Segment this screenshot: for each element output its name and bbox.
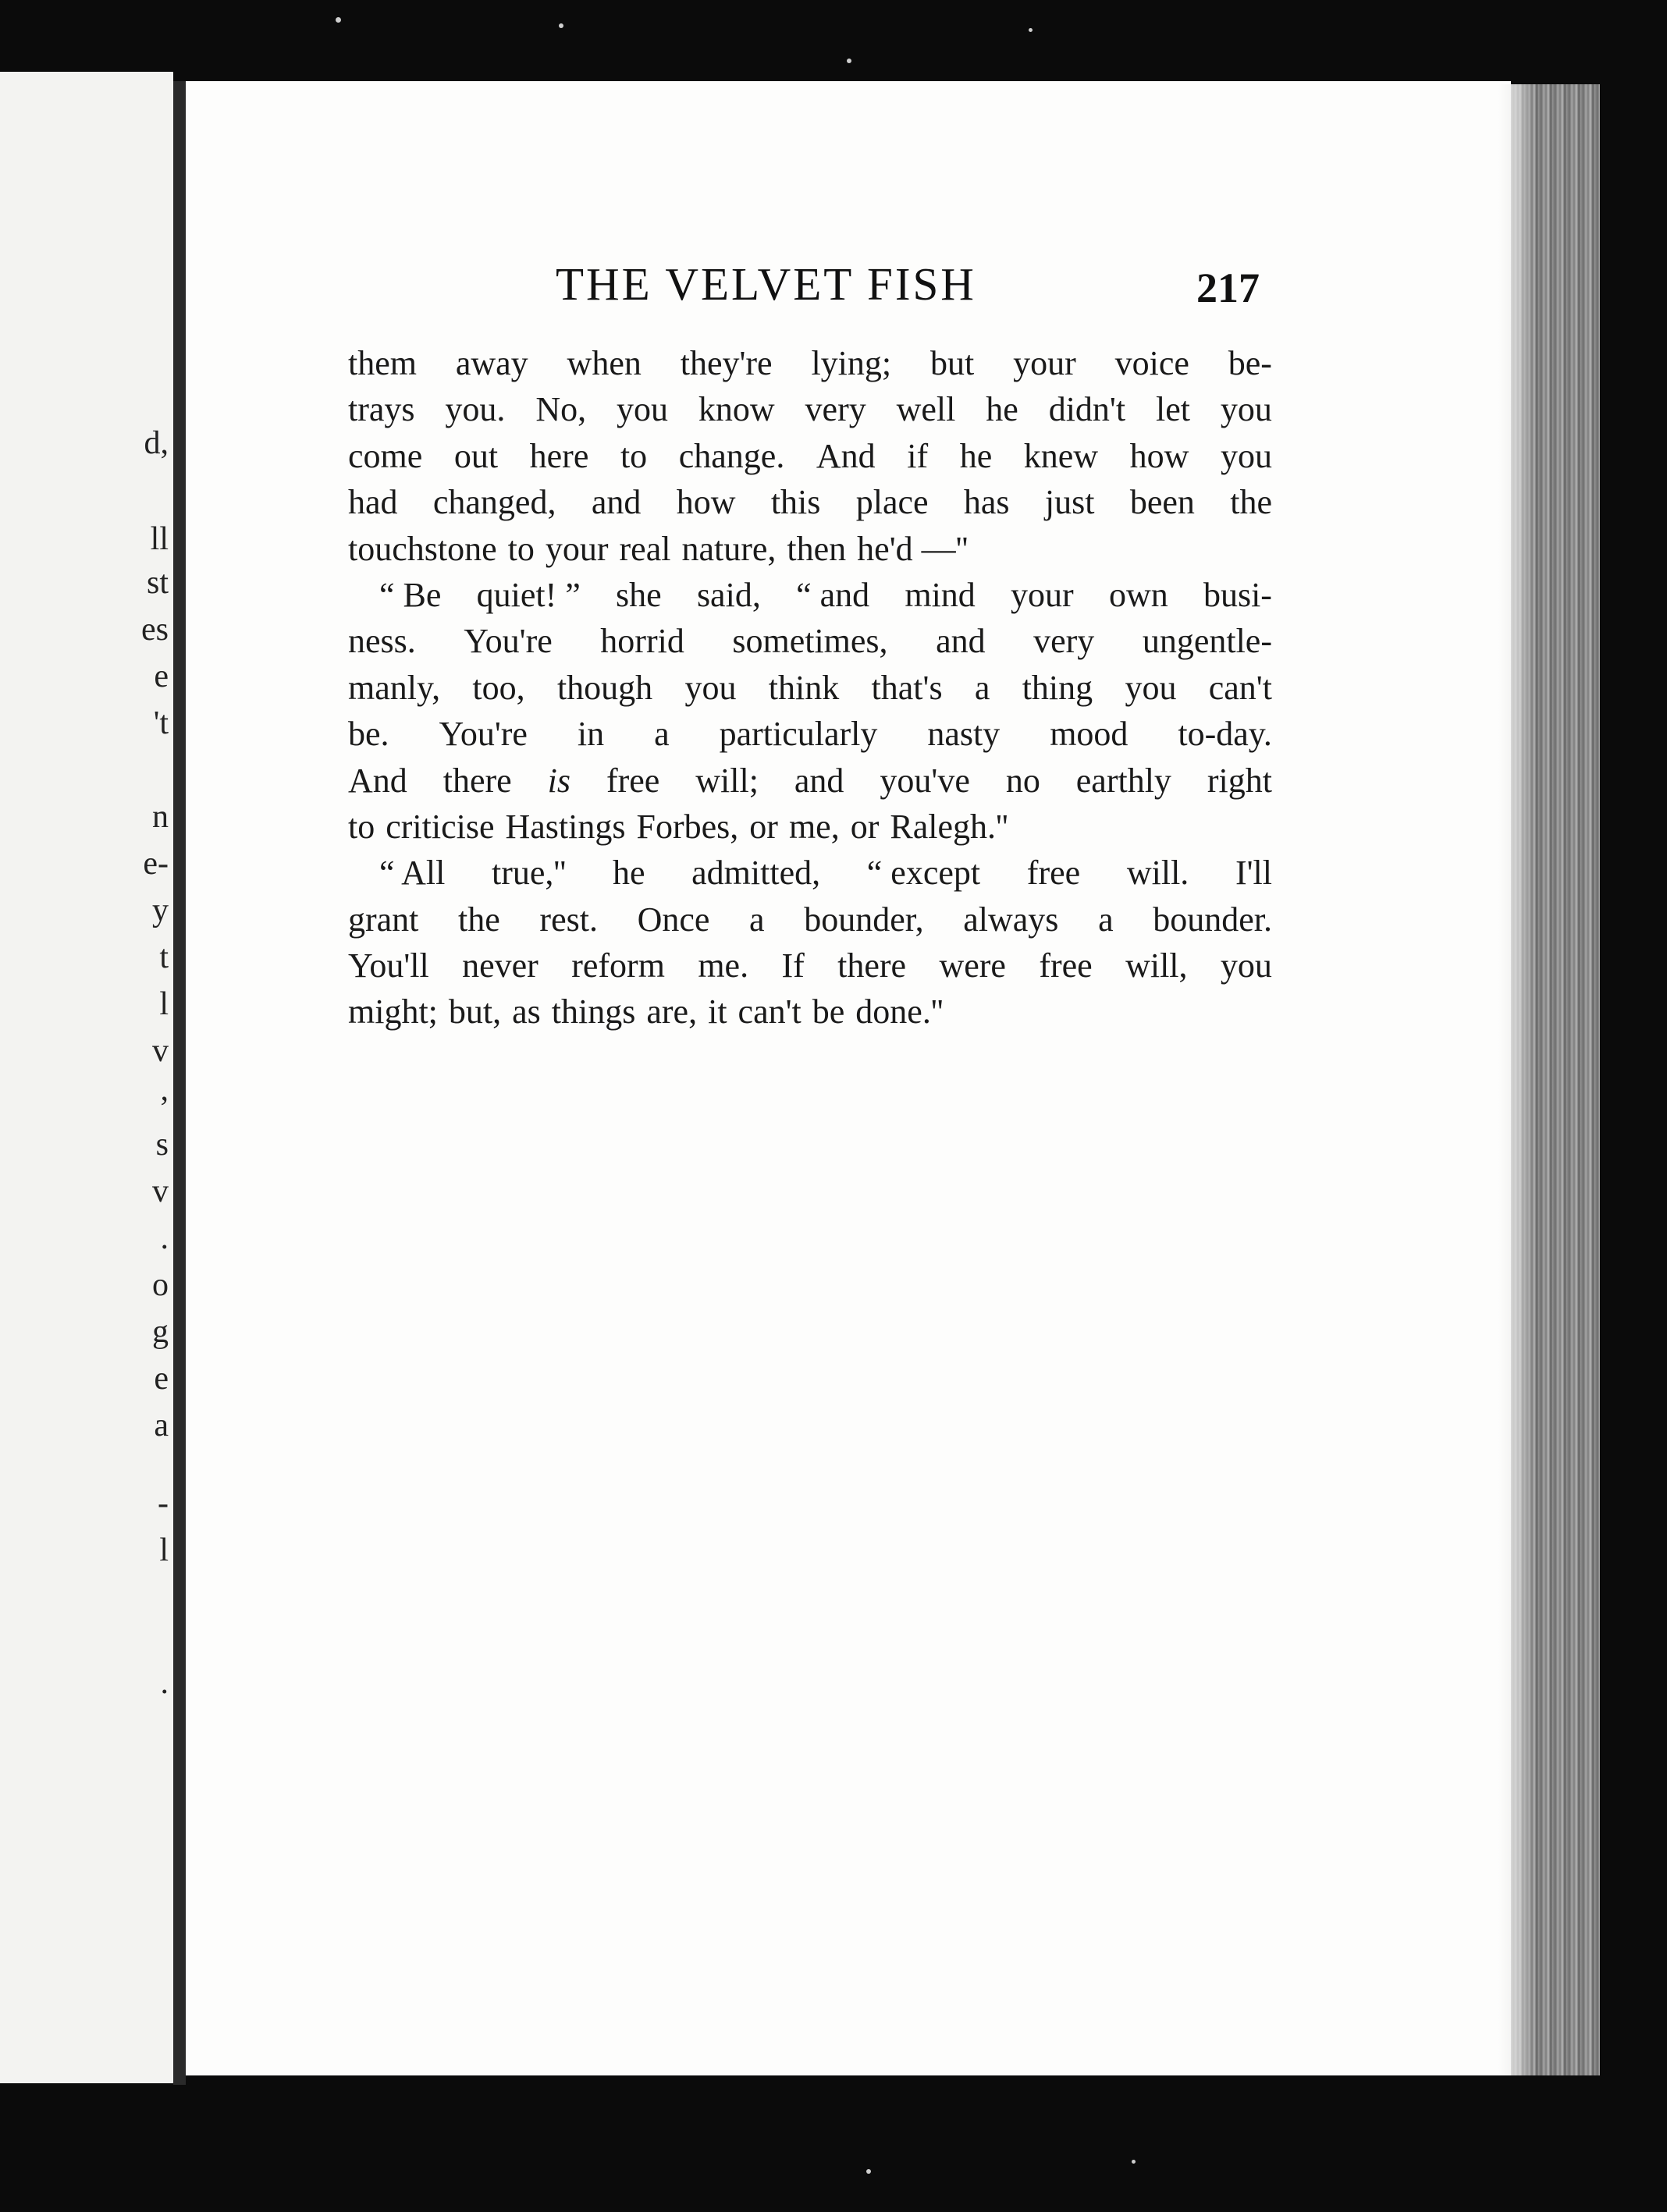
fragment: s — [155, 1127, 169, 1163]
word: voice — [1114, 344, 1189, 382]
word: here — [529, 436, 589, 475]
body-text — [348, 340, 1272, 1035]
text-line — [348, 665, 1272, 711]
word: come — [348, 436, 423, 475]
word: let — [1155, 390, 1190, 429]
page-edge-shadow — [1498, 84, 1530, 2075]
word: free — [606, 761, 660, 800]
word: reform — [571, 946, 665, 985]
text-line — [348, 943, 1272, 989]
word: things — [551, 992, 636, 1031]
word: touchstone — [348, 529, 497, 568]
word: be — [812, 992, 845, 1031]
word: think — [768, 668, 840, 707]
word: you've — [880, 761, 970, 800]
text-line — [348, 711, 1272, 757]
word: “ Be — [379, 575, 442, 614]
word: but, — [448, 992, 502, 1031]
scan-speck — [336, 17, 341, 23]
fragment: o — [152, 1267, 169, 1303]
word: if — [907, 436, 929, 475]
scan-speck — [1029, 28, 1033, 32]
text-line — [348, 897, 1272, 943]
word: And — [348, 761, 407, 800]
fragment: d, — [144, 425, 169, 461]
word: free — [1026, 854, 1081, 893]
text-line — [348, 572, 1272, 618]
fragment: n — [152, 799, 169, 835]
word: and — [591, 483, 642, 522]
fragment: 't — [153, 705, 169, 741]
word: well — [896, 390, 956, 429]
book-gutter — [173, 81, 186, 2085]
word: manly, — [348, 668, 441, 707]
word: be. — [348, 715, 389, 754]
running-head: THE VELVET FISH — [556, 258, 976, 310]
word: though — [556, 668, 653, 707]
word: You're — [439, 715, 528, 754]
scan-speck — [559, 23, 563, 28]
text-line — [348, 989, 1272, 1035]
text-line — [348, 804, 1272, 850]
word: to — [507, 529, 535, 568]
word: this — [770, 483, 821, 522]
fragment: l — [159, 986, 169, 1022]
word: Forbes, — [636, 807, 739, 846]
word: nature, — [681, 529, 777, 568]
word: the — [1230, 483, 1272, 522]
word: how — [676, 483, 736, 522]
word: always — [963, 900, 1059, 939]
word: he — [986, 390, 1018, 429]
word: rest. — [539, 900, 598, 939]
word: will. — [1126, 854, 1189, 893]
word: bounder. — [1153, 900, 1272, 939]
word: earthly — [1075, 761, 1171, 800]
word: been — [1129, 483, 1195, 522]
word: your — [1011, 575, 1074, 614]
word: very — [1033, 622, 1095, 661]
text-line — [348, 526, 1272, 572]
word: You'll — [348, 946, 429, 985]
text-line — [348, 433, 1272, 479]
fragment: e- — [143, 846, 169, 882]
previous-page-fragments — [126, 72, 173, 2083]
word: ness. — [348, 622, 416, 661]
word: particularly — [719, 715, 878, 754]
fragment: - — [158, 1486, 169, 1521]
word: didn't — [1048, 390, 1126, 429]
word: admitted, — [691, 854, 821, 893]
word: free — [1039, 946, 1093, 985]
word: a — [654, 715, 670, 754]
fragment: g — [152, 1314, 169, 1350]
word: as — [512, 992, 541, 1031]
word: you — [1221, 436, 1272, 475]
fragment: e — [154, 1361, 169, 1397]
word: grant — [348, 900, 419, 939]
scan-speck — [866, 2169, 871, 2174]
word: If — [781, 946, 805, 985]
word: sometimes, — [732, 622, 888, 661]
word: own — [1108, 575, 1168, 614]
fragment: a — [154, 1408, 169, 1443]
word: too, — [472, 668, 525, 707]
word: out — [453, 436, 499, 475]
word: when — [567, 344, 642, 382]
word: you — [1125, 668, 1177, 707]
text-line — [348, 758, 1272, 804]
word: true,'' — [492, 854, 567, 893]
word: lying; — [811, 344, 892, 382]
word: there — [443, 761, 512, 800]
word: how — [1129, 436, 1189, 475]
word: “ All — [379, 854, 446, 893]
word: nasty — [927, 715, 1001, 754]
word: change. — [678, 436, 785, 475]
word: mood — [1050, 715, 1129, 754]
word: said, — [696, 575, 761, 614]
fragment: t — [159, 939, 169, 975]
word: the — [458, 900, 500, 939]
word: your — [545, 529, 609, 568]
word: You're — [464, 622, 553, 661]
word: he — [612, 854, 645, 893]
word: to — [348, 807, 375, 846]
word: never — [462, 946, 538, 985]
word: Once — [637, 900, 710, 939]
word: had — [348, 483, 398, 522]
word: me. — [698, 946, 749, 985]
word: but — [930, 344, 975, 382]
word: a — [974, 668, 990, 707]
word: that's — [871, 668, 943, 707]
fragment: . — [160, 1665, 169, 1701]
word: you — [684, 668, 737, 707]
word: “ and — [796, 575, 870, 614]
word: to — [620, 436, 648, 475]
word: will, — [1125, 946, 1188, 985]
word: real — [619, 529, 671, 568]
word: place — [855, 483, 929, 522]
text-line — [348, 479, 1272, 525]
word: is — [547, 761, 570, 800]
word: it — [708, 992, 727, 1031]
word: no — [1005, 761, 1040, 800]
word: bounder, — [804, 900, 924, 939]
scan-speck — [1132, 2160, 1136, 2164]
word: very — [805, 390, 866, 429]
word: they're — [680, 344, 773, 382]
word: or — [850, 807, 880, 846]
word: are, — [646, 992, 698, 1031]
word: knew — [1023, 436, 1099, 475]
word: horrid — [600, 622, 684, 661]
scan-speck — [847, 59, 851, 63]
word: to-day. — [1178, 715, 1272, 754]
word: you — [616, 390, 668, 429]
word: you — [1220, 946, 1272, 985]
word: Ralegh.'' — [890, 807, 1008, 846]
word: No, — [535, 390, 587, 429]
word: a — [1098, 900, 1114, 939]
word: can't — [738, 992, 802, 1031]
word: he'd —'' — [857, 529, 969, 568]
fragment: , — [160, 1072, 169, 1108]
fragment: l — [159, 1532, 169, 1568]
word: you. — [445, 390, 506, 429]
word: And — [816, 436, 876, 475]
word: in — [577, 715, 605, 754]
word: might; — [348, 992, 438, 1031]
word: me, — [788, 807, 840, 846]
word: criticise — [386, 807, 495, 846]
text-line — [348, 386, 1272, 432]
word: has — [963, 483, 1010, 522]
fragment: e — [154, 659, 169, 694]
word: “ except — [866, 854, 981, 893]
page-number: 217 — [1196, 265, 1260, 311]
word: and — [794, 761, 844, 800]
word: trays — [348, 390, 415, 429]
word: a — [749, 900, 765, 939]
previous-page — [0, 72, 173, 2083]
fragment: y — [152, 893, 169, 928]
word: be- — [1228, 344, 1272, 382]
word: can't — [1208, 668, 1272, 707]
word: done.'' — [855, 992, 944, 1031]
fragment: st — [146, 565, 169, 601]
word: and — [936, 622, 986, 661]
word: your — [1013, 344, 1076, 382]
word: I'll — [1235, 854, 1272, 893]
word: ungentle- — [1142, 622, 1272, 661]
word: quiet! ” — [476, 575, 581, 614]
fragment: es — [141, 612, 169, 648]
word: thing — [1022, 668, 1093, 707]
text-line — [348, 618, 1272, 664]
word: right — [1207, 761, 1272, 800]
word: there — [837, 946, 907, 985]
word: or — [749, 807, 778, 846]
word: she — [616, 575, 662, 614]
word: will; — [695, 761, 759, 800]
text-line — [348, 850, 1272, 896]
word: know — [698, 390, 775, 429]
word: he — [959, 436, 993, 475]
word: Hastings — [505, 807, 626, 846]
word: mind — [905, 575, 976, 614]
word: them — [348, 344, 417, 382]
word: then — [787, 529, 847, 568]
fragment: . — [160, 1220, 169, 1256]
word: busi- — [1203, 575, 1272, 614]
fragment: v — [152, 1173, 169, 1209]
fragment: v — [152, 1033, 169, 1069]
word: you — [1220, 390, 1272, 429]
word: changed, — [432, 483, 556, 522]
text-line — [348, 340, 1272, 386]
word: just — [1044, 483, 1095, 522]
word: away — [455, 344, 528, 382]
fragment: ll — [150, 521, 169, 557]
word: were — [939, 946, 1006, 985]
